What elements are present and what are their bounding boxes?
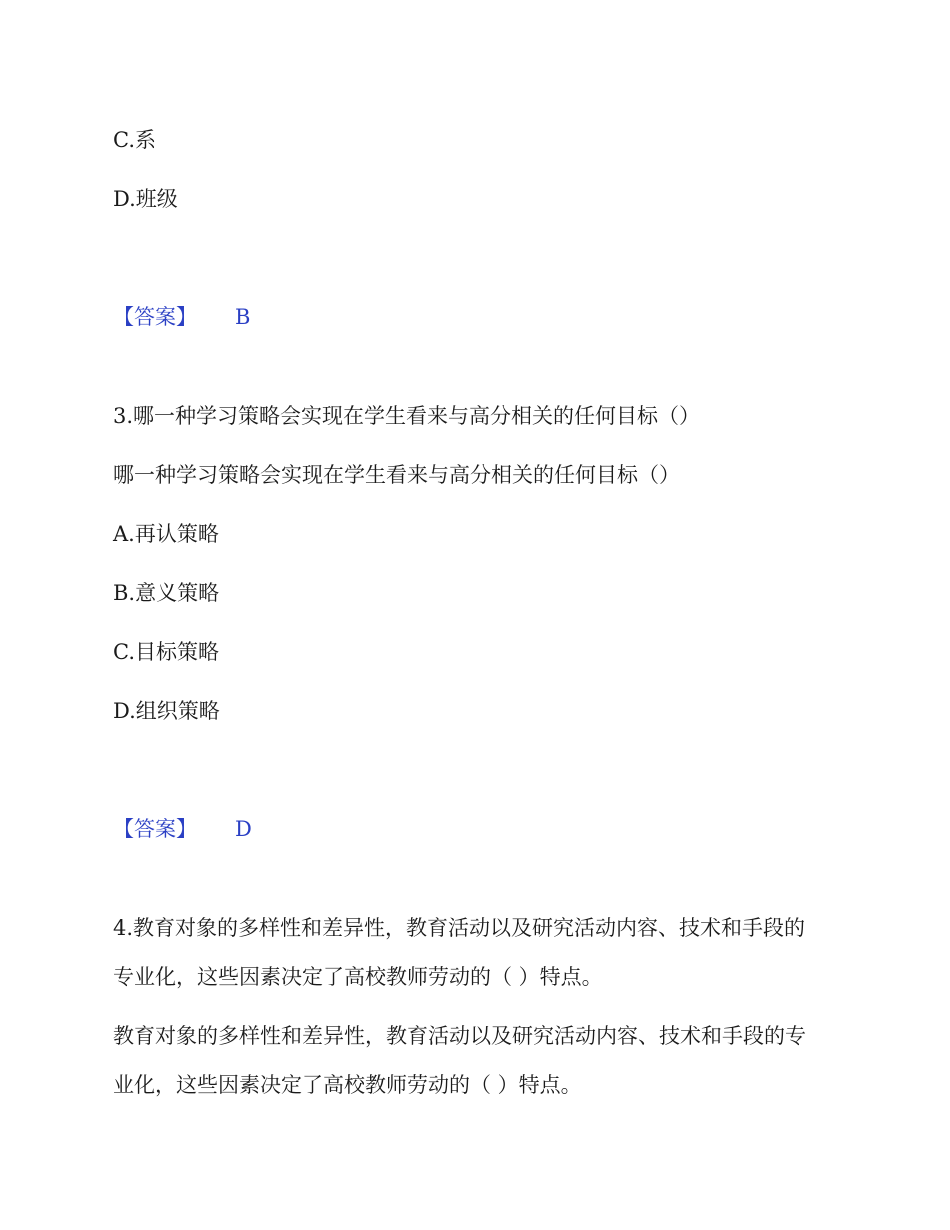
q3-option-a: A.再认策略 <box>113 522 219 546</box>
q2-answer-label: 【答案】 <box>113 305 197 329</box>
q4-title-line-2: 专业化，这些因素决定了高校教师劳动的（ ）特点。 <box>113 965 603 989</box>
q2-option-d: D.班级 <box>113 187 178 211</box>
q2-answer <box>113 303 250 331</box>
q2-option-c: C.系 <box>113 128 156 152</box>
q3-title: 3.哪一种学习策略会实现在学生看来与高分相关的任何目标（） <box>113 404 701 428</box>
q3-option-d: D.组织策略 <box>113 699 220 723</box>
q3-answer-label: 【答案】 <box>113 817 197 841</box>
q4-stem-line-1: 教育对象的多样性和差异性，教育活动以及研究活动内容、技术和手段的专 <box>113 1024 806 1048</box>
q3-answer <box>113 815 252 843</box>
q2-answer-value: B <box>235 305 251 329</box>
q3-stem: 哪一种学习策略会实现在学生看来与高分相关的任何目标（） <box>113 463 680 487</box>
q4-stem-line-2: 业化，这些因素决定了高校教师劳动的（ ）特点。 <box>113 1073 582 1097</box>
q4-title-line-1: 4.教育对象的多样性和差异性，教育活动以及研究活动内容、技术和手段的 <box>113 916 806 940</box>
q3-option-c: C.目标策略 <box>113 640 219 664</box>
q3-option-b: B.意义策略 <box>113 581 220 605</box>
q3-answer-value: D <box>235 817 252 841</box>
